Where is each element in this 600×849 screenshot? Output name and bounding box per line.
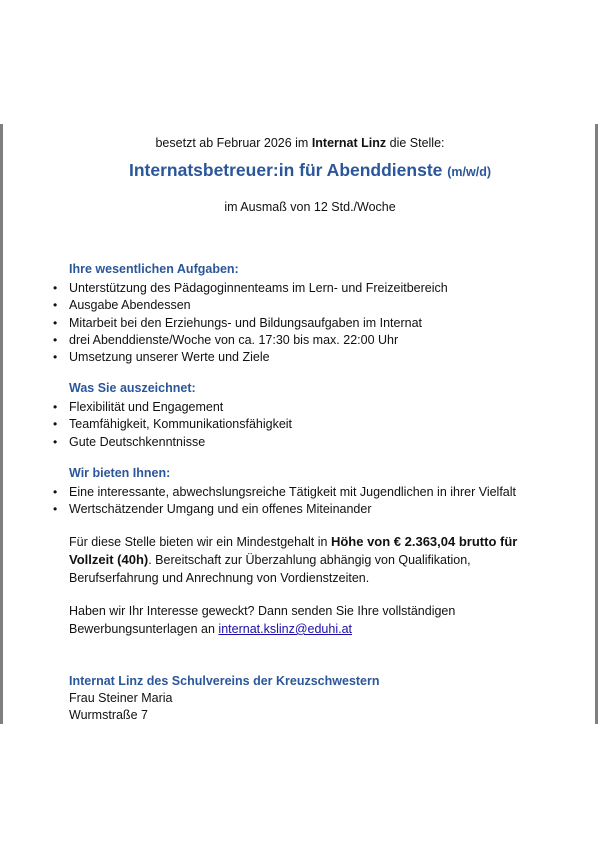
bullet-icon: •: [53, 332, 58, 347]
bullet-icon: •: [53, 350, 58, 365]
offer-heading: Wir bieten Ihnen:: [69, 466, 171, 480]
bullet-icon: •: [53, 281, 58, 295]
list-item-text: Mitarbeit bei den Erziehungs- und Bildungsaufgaben im Internat: [69, 315, 422, 330]
tasks-list: [53, 280, 448, 366]
page-border-right: [595, 124, 598, 724]
bullet-icon: •: [53, 298, 58, 313]
list-item: [53, 399, 292, 416]
list-item-text: Unterstützung des Pädagoginnenteams im Lern- und Freizeitbereich: [69, 281, 448, 295]
job-title: [0, 160, 600, 181]
bullet-icon: •: [53, 417, 58, 432]
application-text: Haben wir Ihr Interesse geweckt? Dann senden Sie Ihre vollständigen Bewerbungsunterlagen an: [69, 604, 456, 636]
email-link[interactable]: internat.kslinz@eduhi.at: [218, 622, 353, 636]
contact-block: [69, 673, 380, 724]
salary-prefix: Für diese Stelle bieten wir ein Mindestgehalt in: [69, 535, 331, 549]
application-paragraph: [69, 602, 539, 638]
bullet-icon: •: [53, 485, 58, 499]
tasks-heading: Ihre wesentlichen Aufgaben:: [69, 262, 239, 276]
bullet-icon: •: [53, 400, 58, 414]
contact-person: Frau Steiner Maria: [69, 691, 173, 705]
list-item-text: Teamfähigkeit, Kommunikationsfähigkeit: [69, 417, 293, 432]
contact-organization: Internat Linz des Schulvereins der Kreuzschwestern: [69, 674, 380, 688]
list-item: [53, 280, 448, 297]
bullet-icon: •: [53, 502, 58, 517]
intro-location: Internat Linz: [311, 136, 387, 150]
list-item-text: Umsetzung unserer Werte und Ziele: [69, 350, 270, 365]
offer-list: [53, 484, 517, 519]
list-item: [53, 349, 448, 366]
page-border-left: [0, 124, 3, 724]
salary-paragraph: [69, 533, 539, 587]
offer-section: [53, 465, 517, 519]
bullet-icon: •: [53, 315, 58, 330]
list-item-text: Gute Deutschkenntnisse: [69, 434, 206, 449]
salary-suffix: . Bereitschaft zur Überzahlung abhängig von Qualifikation, Berufserfahrung und Anrechnung von Vordienstzeiten.: [69, 553, 471, 585]
intro-line: [0, 136, 600, 150]
bullet-icon: •: [53, 434, 58, 449]
salary-amount: Höhe von € 2.363,04 brutto für Vollzeit (40h): [69, 534, 518, 567]
intro-suffix: die Stelle:: [386, 136, 445, 150]
list-item-text: Ausgabe Abendessen: [69, 298, 191, 313]
list-item: [53, 501, 516, 518]
list-item-text: drei Abenddienste/Woche von ca. 17:30 bis max. 22:00 Uhr: [69, 332, 399, 347]
job-title-gender: (m/w/d): [447, 165, 492, 179]
tasks-section: [53, 261, 448, 366]
contact-street: Wurmstraße 7: [69, 708, 148, 722]
list-item-text: Wertschätzender Umgang und ein offenes Miteinander: [69, 502, 372, 517]
profile-heading: Was Sie auszeichnet:: [69, 381, 196, 395]
list-item-text: Flexibilität und Engagement: [69, 400, 224, 414]
job-title-main: Internatsbetreuer:in für Abenddienste: [128, 160, 443, 180]
list-item: [53, 416, 293, 433]
intro-prefix: besetzt ab Februar 2026 im: [155, 136, 312, 150]
profile-list: [53, 399, 293, 451]
list-item: [53, 297, 448, 314]
list-item: [53, 332, 448, 349]
profile-section: [53, 380, 293, 451]
job-extent: im Ausmaß von 12 Std./Woche: [224, 200, 396, 214]
list-item: [53, 434, 292, 451]
list-item: [53, 484, 517, 501]
list-item-text: Eine interessante, abwechslungsreiche Tätigkeit mit Jugendlichen in ihrer Vielfalt: [69, 485, 517, 499]
list-item: [53, 315, 448, 332]
